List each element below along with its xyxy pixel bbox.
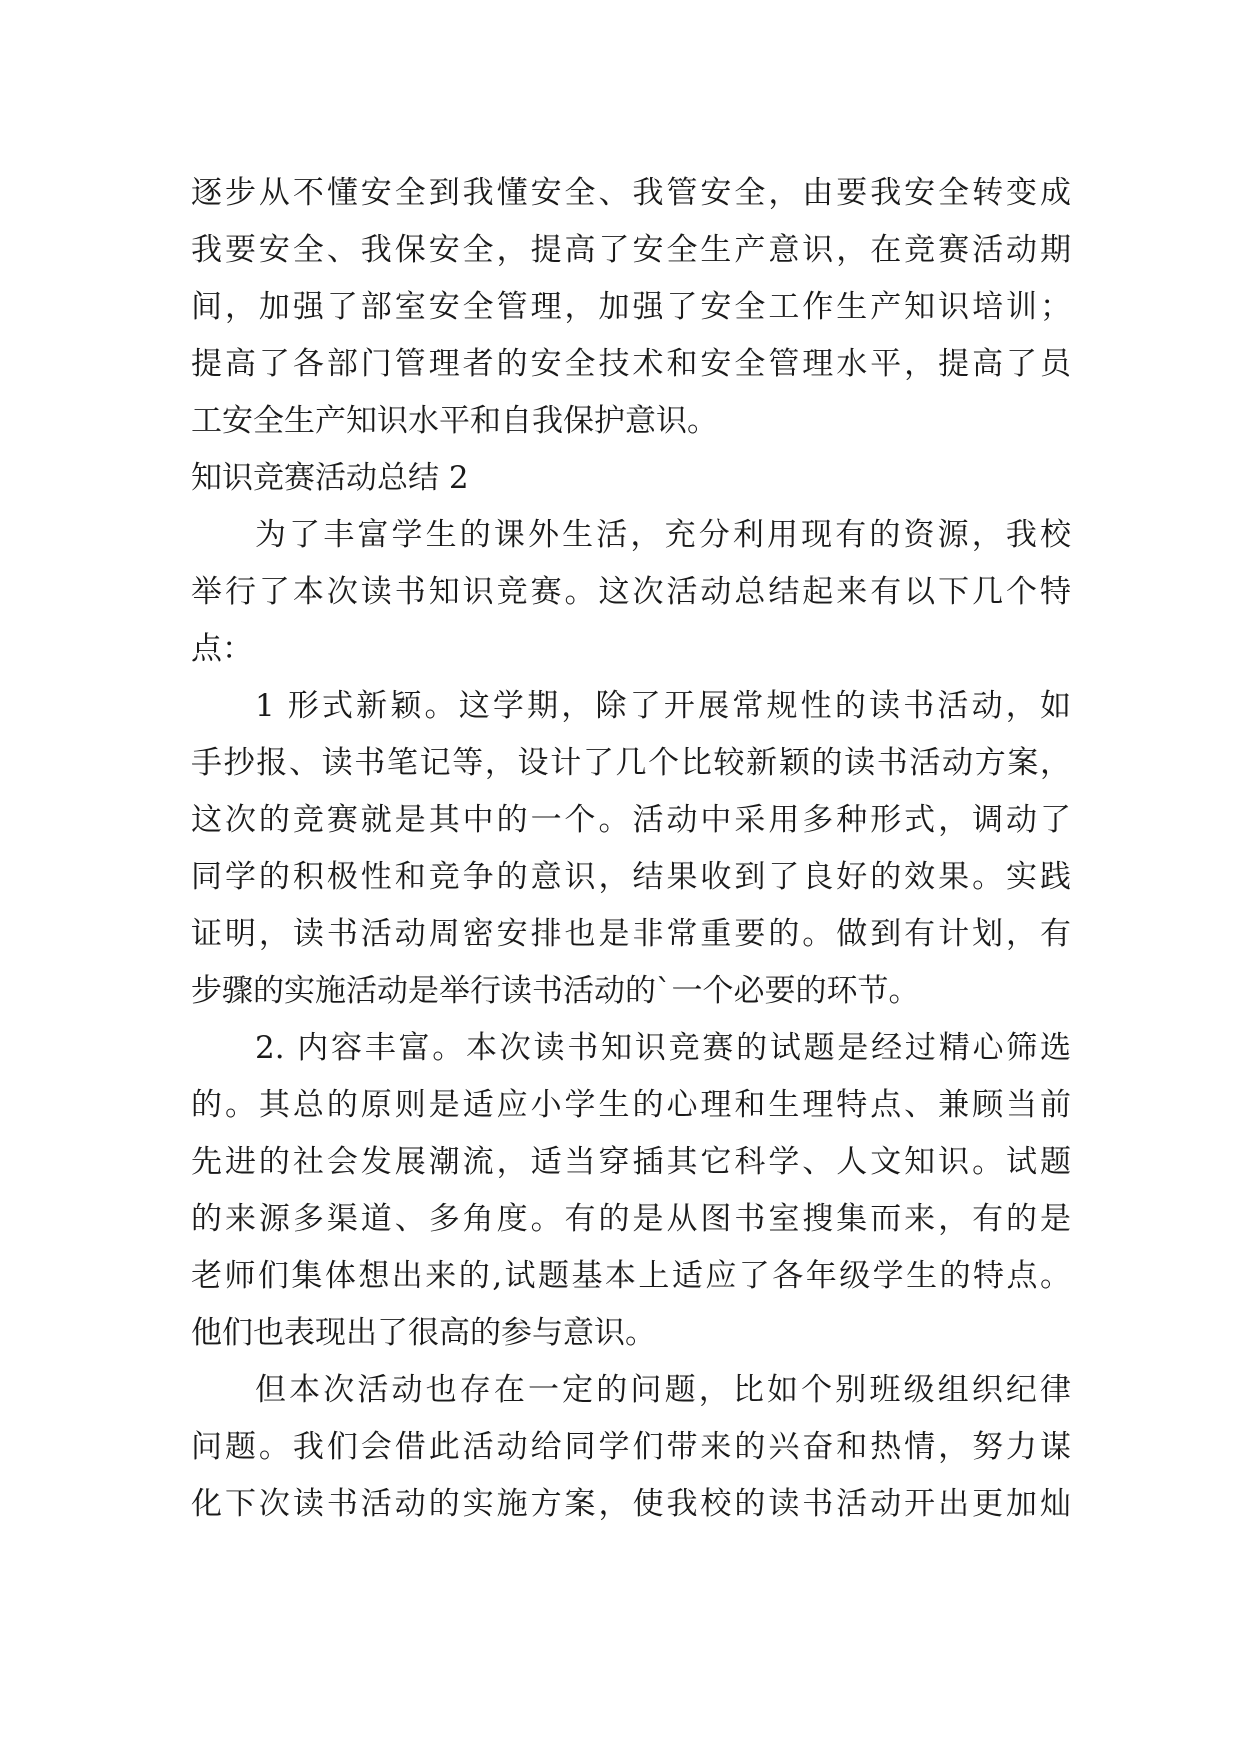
paragraph-line: 证明，读书活动周密安排也是非常重要的。做到有计划，有 <box>191 916 1071 952</box>
paragraph-line: 点： <box>191 631 253 667</box>
paragraph-line: 手抄报、读书笔记等，设计了几个比较新颖的读书活动方案， <box>191 745 1071 781</box>
paragraph-line: 老师们集体想出来的,试题基本上适应了各年级学生的特点。 <box>191 1258 1071 1294</box>
paragraph-line: 逐步从不懂安全到我懂安全、我管安全，由要我安全转变成 <box>191 175 1071 211</box>
paragraph-line: 先进的社会发展潮流，适当穿插其它科学、人文知识。试题 <box>191 1144 1071 1180</box>
paragraph-line: 1 形式新颖。这学期，除了开展常规性的读书活动，如 <box>255 688 1071 724</box>
paragraph-line: 举行了本次读书知识竞赛。这次活动总结起来有以下几个特 <box>191 574 1071 610</box>
paragraph-line: 他们也表现出了很高的参与意识。 <box>191 1315 656 1351</box>
paragraph-line: 的来源多渠道、多角度。有的是从图书室搜集而来，有的是 <box>191 1201 1071 1237</box>
paragraph-line: 我要安全、我保安全，提高了安全生产意识，在竞赛活动期 <box>191 232 1071 268</box>
paragraph-line: 为了丰富学生的课外生活，充分利用现有的资源，我校 <box>255 517 1071 553</box>
paragraph-line: 化下次读书活动的实施方案，使我校的读书活动开出更加灿 <box>191 1486 1071 1522</box>
paragraph-line: 步骤的实施活动是举行读书活动的`一个必要的环节。 <box>191 973 920 1009</box>
paragraph-line: 但本次活动也存在一定的问题，比如个别班级组织纪律 <box>255 1372 1071 1408</box>
section-heading: 知识竞赛活动总结 2 <box>191 460 469 496</box>
paragraph-line: 的。其总的原则是适应小学生的心理和生理特点、兼顾当前 <box>191 1087 1071 1123</box>
paragraph-line: 问题。我们会借此活动给同学们带来的兴奋和热情，努力谋 <box>191 1429 1071 1465</box>
paragraph-line: 这次的竞赛就是其中的一个。活动中采用多种形式，调动了 <box>191 802 1071 838</box>
paragraph-line: 间，加强了部室安全管理，加强了安全工作生产知识培训； <box>191 289 1071 325</box>
paragraph-line: 提高了各部门管理者的安全技术和安全管理水平，提高了员 <box>191 346 1071 382</box>
paragraph-line: 2. 内容丰富。本次读书知识竞赛的试题是经过精心筛选 <box>255 1030 1071 1066</box>
paragraph-line: 同学的积极性和竞争的意识，结果收到了良好的效果。实践 <box>191 859 1071 895</box>
paragraph-line: 工安全生产知识水平和自我保护意识。 <box>191 403 718 439</box>
